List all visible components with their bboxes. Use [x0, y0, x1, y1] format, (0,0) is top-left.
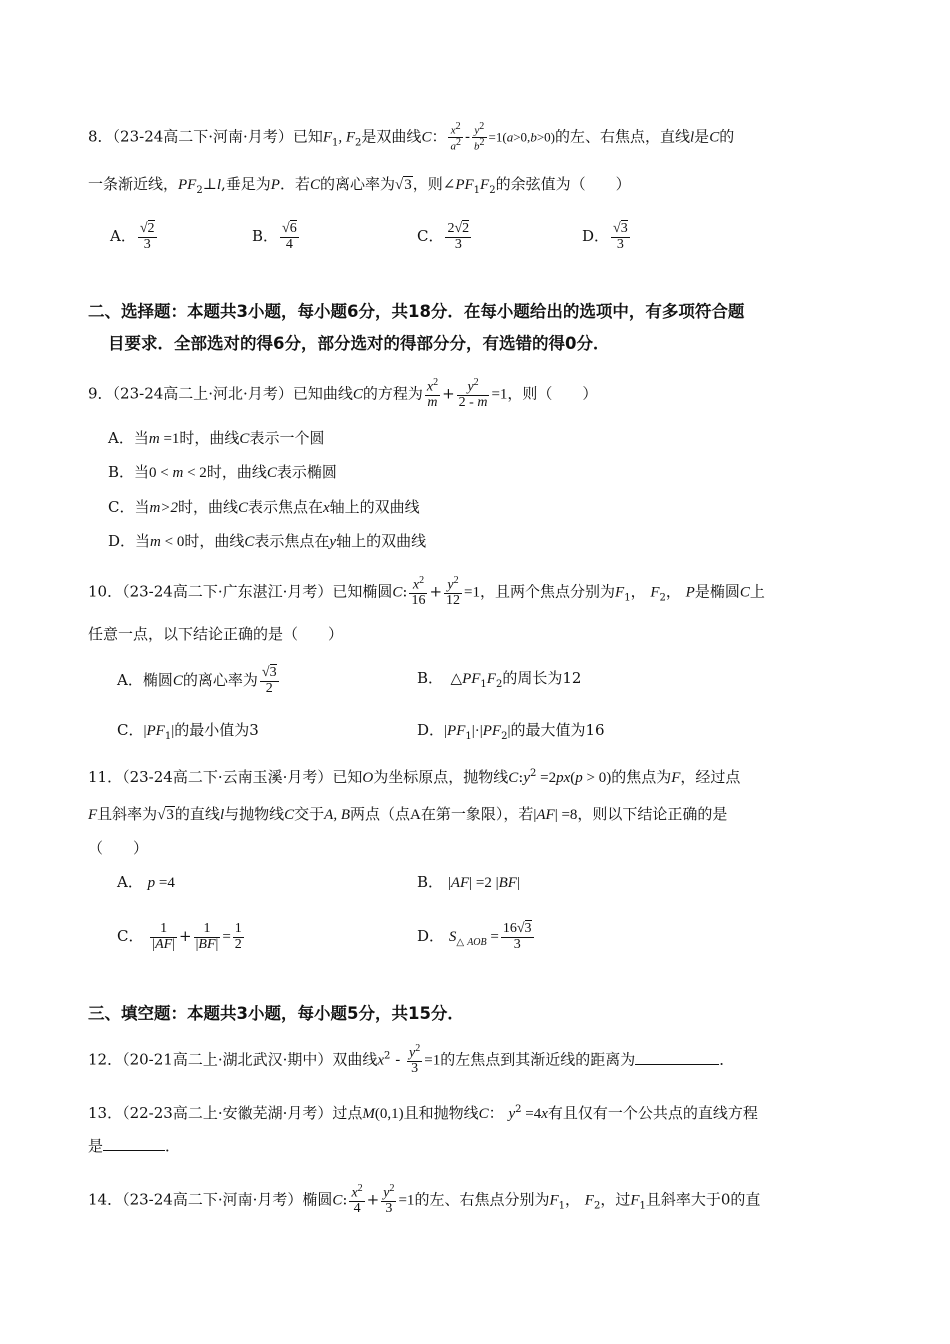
q11-option-a: A． p =4	[117, 873, 175, 891]
q9-option-d: D．当m < 0时，曲线C表示焦点在y轴上的双曲线	[108, 532, 427, 550]
q8-option-a: A． $\frac{√2}{3}$	[110, 221, 155, 252]
section-2-heading: 二、选择题：本题共3小题，每小题6分，共18分．在每小题给出的选项中，有多项符合题 目要求．全部选对的得6分，部分选对的得部分分，有选错的得0分．	[88, 302, 745, 353]
q13-stem-2: 是 ．	[88, 1137, 181, 1155]
q10-stem: 10．（23-24高二下·广东湛江·月考）已知椭圆C: $\frac{x^2}{16}$ + $\frac{y^2}{12}$ =1，且两个焦点分别为$F_1$， $F_2$， P是椭圆C上	[88, 575, 765, 609]
q10-option-a: A．椭圆C的离心率为 $\frac{√3}{2}$	[117, 665, 277, 696]
q12-answer-blank[interactable]	[635, 1064, 719, 1065]
q11-stem: 11．（23-24高二下·云南玉溪·月考）已知O为坐标原点，抛物线$C:y^2 =2px(p > 0)$的焦点为F，经过点	[88, 768, 741, 786]
q13-answer-blank[interactable]	[103, 1150, 165, 1151]
q8-option-c: C． $\frac{2√2}{3}$	[417, 221, 470, 252]
q13-stem: 13．（22-23高二上·安徽芜湖·月考）过点M(0,1)且和抛物线C： $y^2 =4x$有且仅有一个公共点的直线方程	[88, 1104, 758, 1122]
q11-option-b: B． |AF| =2 |BF|	[417, 873, 520, 891]
q9-option-a: A．当m =1时，曲线C表示一个圆	[108, 429, 325, 447]
q10-option-d: D．$|PF_1|\cdot|PF_2|$的最大值为16	[417, 721, 605, 742]
q10-option-b: B． $\triangle PF_1F_2$的周长为12	[417, 669, 582, 690]
q8-line2: 一条渐近线，$PF_2\perp l$,垂足为P．若C的离心率为√3，则$\angle PF_1F_2$的余弦值为（ ）	[88, 175, 631, 196]
q9-option-c: C．当m>2时，曲线C表示焦点在x轴上的双曲线	[108, 498, 420, 516]
q11-option-d: D． $S_{\triangle AOB}$ = $\frac{16√3}{3}$	[417, 921, 532, 952]
q11-option-c: C． $\frac{1}{|AF|}$ + $\frac{1}{|BF|}$ = $\frac{1}{2}$	[117, 921, 242, 952]
q11-stem-3: （ ）	[88, 839, 149, 857]
q14-stem: 14．（23-24高二下·河南·月考）椭圆C: $\frac{x^2}{4}$ + $\frac{y^2}{3}$ =1的左、右焦点分别为$F_1$， $F_2$，过$F_1$且斜率大于0的直	[88, 1183, 761, 1217]
q10-stem-2: 任意一点，以下结论正确的是（ ）	[88, 625, 344, 643]
q8-option-d: D． $\frac{√3}{3}$	[582, 221, 628, 252]
q10-option-c: C．$|PF_1|$的最小值为3	[117, 721, 259, 742]
q9-option-b: B．当0 < m < 2时，曲线C表示椭圆	[108, 463, 337, 481]
q9-stem: 9．（23-24高二上·河北·月考）已知曲线C的方程为 $\frac{x^2}{m}$ + $\frac{y^2}{2 - m}$ =1，则（ ）	[88, 377, 598, 411]
section-3-heading: 三、填空题：本题共3小题，每小题5分，共15分．	[88, 1004, 464, 1023]
q8-line1: 8．（23-24高二下·河南·月考）已知$F_1$, $F_2$是双曲线C： $\frac{x^2}{a^2}$ - $\frac{y^2}{b^2}$ =1(a>0,b>0)的左、右焦点，直线l是C的	[88, 121, 735, 153]
q11-stem-2: F且斜率为√3的直线l与抛物线C交于A, B两点（点A在第一象限），若|AF| =8，则以下结论正确的是	[88, 805, 728, 823]
q12-stem: 12．（20-21高二上·湖北武汉·期中）双曲线$x^2$ - $\frac{y^2}{3}$ =1的左焦点到其渐近线的距离为 ．	[88, 1043, 735, 1077]
q8-option-b: B． $\frac{√6}{4}$	[252, 221, 297, 252]
